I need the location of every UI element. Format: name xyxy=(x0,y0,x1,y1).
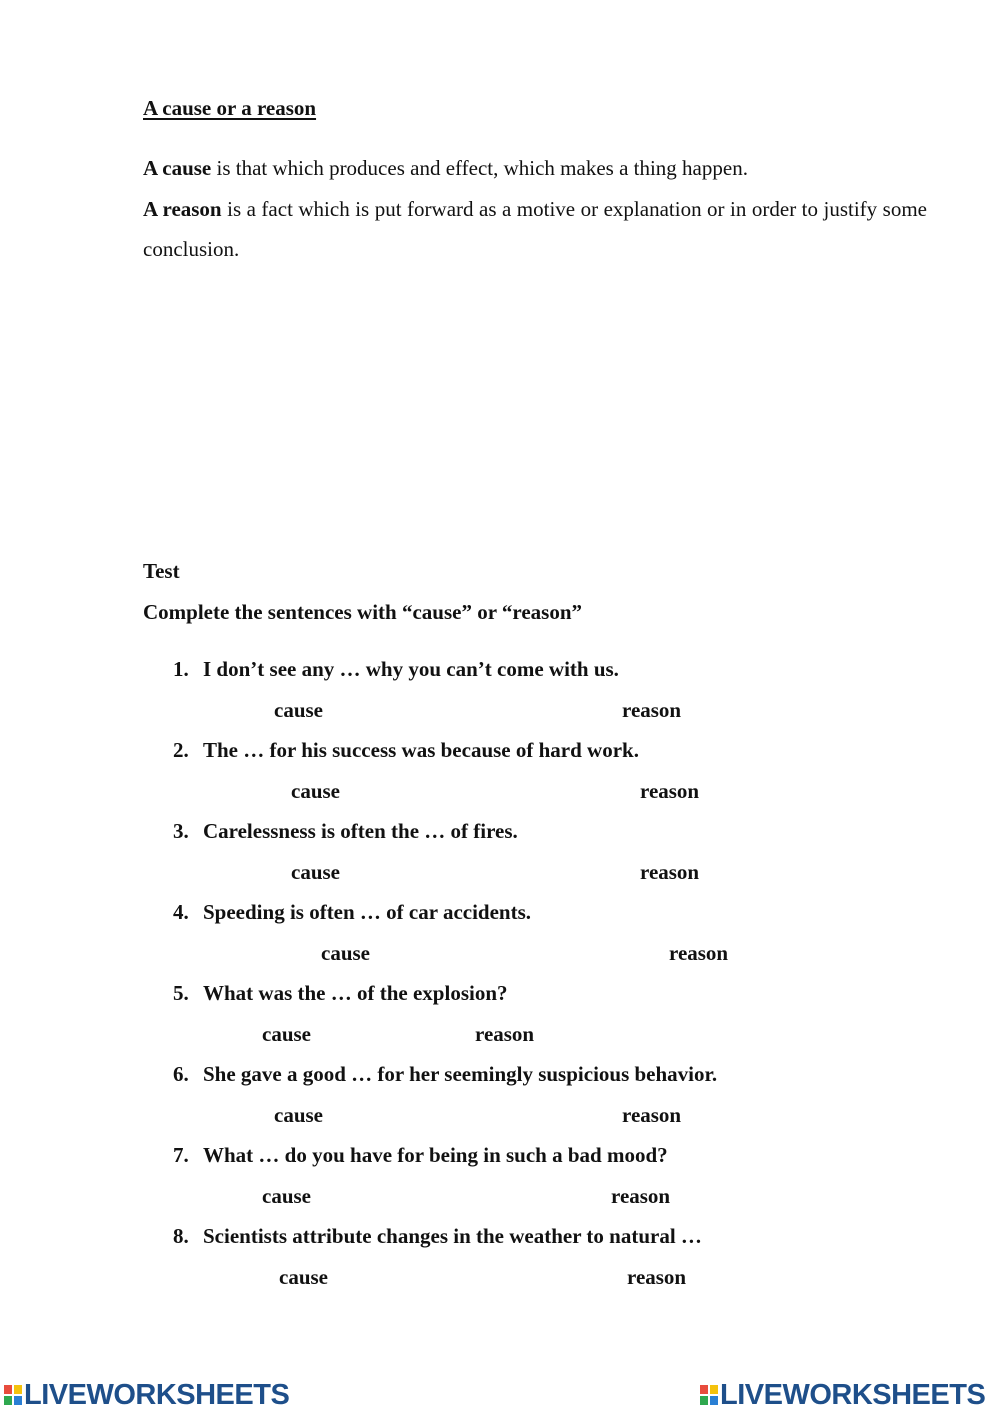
question-number: 2. xyxy=(173,738,189,762)
option-reason[interactable]: reason xyxy=(669,941,729,965)
question-number: 1. xyxy=(173,657,189,681)
logo-block xyxy=(710,1396,718,1405)
option-reason[interactable]: reason xyxy=(475,1022,535,1046)
logo-block xyxy=(700,1396,708,1405)
logo-block xyxy=(4,1396,12,1405)
question-3 xyxy=(173,819,518,844)
definition-term: A reason xyxy=(143,196,222,221)
option-reason[interactable]: reason xyxy=(640,779,700,803)
question-text: She gave a good … for her seemingly suspicious behavior. xyxy=(203,1062,718,1086)
question-number: 6. xyxy=(173,1062,189,1086)
definition-text: is a fact which is put forward as a motive or explanation or in order to justify some conclusion. xyxy=(143,196,927,261)
option-reason[interactable]: reason xyxy=(627,1265,687,1289)
question-text: Speeding is often … of car accidents. xyxy=(203,900,532,924)
question-number: 5. xyxy=(173,981,189,1005)
question-2 xyxy=(173,738,639,763)
question-7 xyxy=(173,1143,668,1168)
logo-text: LIVEWORKSHEETS xyxy=(24,1378,290,1411)
question-text: I don’t see any … why you can’t come with us. xyxy=(203,657,619,681)
option-cause[interactable]: cause xyxy=(291,860,340,884)
liveworksheets-logo xyxy=(4,1380,289,1410)
question-text: Scientists attribute changes in the weather to natural … xyxy=(203,1224,702,1248)
logo-blocks-icon xyxy=(4,1385,22,1405)
question-text: What was the … of the explosion? xyxy=(203,981,508,1005)
liveworksheets-logo xyxy=(700,1380,985,1410)
question-5 xyxy=(173,981,508,1006)
question-number: 7. xyxy=(173,1143,189,1167)
page-title: A cause or a reason xyxy=(143,96,317,120)
option-cause[interactable]: cause xyxy=(262,1184,311,1208)
option-cause[interactable]: cause xyxy=(274,698,323,722)
option-cause[interactable]: cause xyxy=(291,779,340,803)
logo-block xyxy=(14,1385,22,1394)
definition-cause xyxy=(143,148,927,189)
test-instructions: Complete the sentences with “cause” or “reason” xyxy=(143,600,583,624)
question-text: What … do you have for being in such a bad mood? xyxy=(203,1143,668,1167)
option-reason[interactable]: reason xyxy=(622,1103,682,1127)
logo-text: LIVEWORKSHEETS xyxy=(720,1378,986,1411)
question-6 xyxy=(173,1062,717,1087)
option-reason[interactable]: reason xyxy=(611,1184,671,1208)
question-text: The … for his success was because of hard work. xyxy=(203,738,639,762)
question-number: 8. xyxy=(173,1224,189,1248)
option-cause[interactable]: cause xyxy=(274,1103,323,1127)
definition-reason xyxy=(143,189,927,270)
option-cause[interactable]: cause xyxy=(279,1265,328,1289)
definition-term: A cause xyxy=(143,156,212,180)
option-reason[interactable]: reason xyxy=(640,860,700,884)
option-cause[interactable]: cause xyxy=(262,1022,311,1046)
option-cause[interactable]: cause xyxy=(321,941,370,965)
logo-block xyxy=(14,1396,22,1405)
logo-blocks-icon xyxy=(700,1385,718,1405)
logo-block xyxy=(700,1385,708,1394)
question-4 xyxy=(173,900,531,925)
test-heading: Test xyxy=(143,559,180,583)
definitions xyxy=(143,148,927,270)
question-number: 3. xyxy=(173,819,189,843)
question-8 xyxy=(173,1224,702,1249)
definition-text: is that which produces and effect, which makes a thing happen. xyxy=(211,156,748,180)
logo-block xyxy=(4,1385,12,1394)
question-text: Carelessness is often the … of fires. xyxy=(203,819,518,843)
question-number: 4. xyxy=(173,900,189,924)
option-reason[interactable]: reason xyxy=(622,698,682,722)
logo-block xyxy=(710,1385,718,1394)
question-1 xyxy=(173,657,619,682)
